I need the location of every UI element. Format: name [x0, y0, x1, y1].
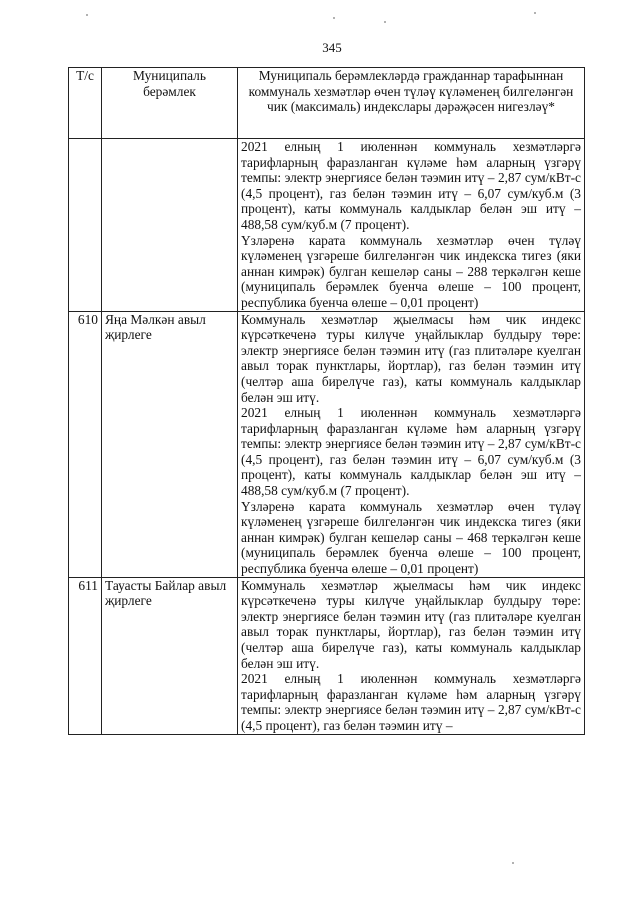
scan-speck — [333, 17, 335, 19]
paragraph: 2021 елның 1 июленнән коммуналь хезмәтләргә тарифларның фаразланган күләме һәм аларның үзгәрү темпы: электр энергиясе белән тәэмин итү – 2,87 сум/кВт-с (4,5 процент), газ белән тәэмин итү – — [241, 671, 581, 733]
scan-speck — [86, 14, 88, 16]
paragraph: 2021 елның 1 июленнән коммуналь хезмәтләргә тарифларның фаразланган күләме һәм аларның үзгәрү темпы: электр энергиясе белән тәэмин итү – 2,87 сум/кВт-с (4,5 процент), газ белән тәэмин итү – 6,07 сум/куб.м (3 процент), каты коммуналь калдыклар белән эш итү – 488,58 сум/куб.м (7 процент). — [241, 139, 581, 232]
municipal-index-table — [68, 67, 585, 735]
row-number: 611 — [69, 577, 102, 734]
row-justification — [238, 577, 585, 734]
header-municipality: Муниципаль берәмлек — [102, 68, 238, 139]
table-header-row — [69, 68, 585, 139]
table-row — [69, 139, 585, 312]
row-municipality: Яңа Мәлкән авыл җирлеге — [102, 311, 238, 577]
table-row — [69, 311, 585, 577]
scan-speck — [512, 862, 514, 864]
header-justification: Муниципаль берәмлекләрдә гражданнар тарафыннан коммуналь хезмәтләр өчен түләү күләменең билгеләнгән чик (максималь) индекслары дәрәҗәсен нигезләү* — [238, 68, 585, 139]
row-justification — [238, 311, 585, 577]
paragraph: Үзләренә карата коммуналь хезмәтләр өчен түләү күләменең үзгәреше билгеләнгән чик индекска тигез (яки аннан кимрәк) булган кешеләр саны – 288 теркәлгән кеше (муниципаль берәмлек буенча өлеше – 100 процент, республика буенча өлеше – 0,01 процент) — [241, 232, 581, 310]
scan-speck — [534, 12, 536, 14]
paragraph: Үзләренә карата коммуналь хезмәтләр өчен түләү күләменең үзгәреше билгеләнгән чик индекска тигез (яки аннан кимрәк) булган кешеләр саны – 468 теркәлгән кеше (муниципаль берәмлек буенча өлеше – 100 процент, республика буенча өлеше – 0,01 процент) — [241, 498, 581, 577]
table-row — [69, 577, 585, 734]
row-number — [69, 139, 102, 312]
row-justification — [238, 139, 585, 312]
row-municipality — [102, 139, 238, 312]
paragraph: Коммуналь хезмәтләр җыелмасы һәм чик индекс күрсәткеченә туры килүче уңайлыклар булдыру төре: электр энергиясе белән тәэмин итү (газ плитәләре куелган авыл торак пунктлары, йортлар), газ белән тәэмин итү (челтәр аша бирелүче газ), каты коммуналь калдыклар белән эш итү. — [241, 311, 581, 405]
page-number: 345 — [322, 40, 342, 55]
scan-speck — [384, 21, 386, 23]
header-number: Т/с — [69, 68, 102, 139]
paragraph: Коммуналь хезмәтләр җыелмасы һәм чик индекс күрсәткеченә туры килүче уңайлыклар булдыру төре: электр энергиясе белән тәэмин итү (газ плитәләре куелган авыл торак пунктлары, йортлар), газ белән тәэмин итү (челтәр аша бирелүче газ), каты коммуналь калдыклар белән эш итү. — [241, 577, 581, 671]
paragraph: 2021 елның 1 июленнән коммуналь хезмәтләргә тарифларның фаразланган күләме һәм аларның үзгәрү темпы: электр энергиясе белән тәэмин итү – 2,87 сум/кВт-с (4,5 процент), газ белән тәэмин итү – 6,07 сум/куб.м (3 процент), каты коммуналь калдыклар белән эш итү – 488,58 сум/куб.м (7 процент). — [241, 405, 581, 499]
row-number: 610 — [69, 311, 102, 577]
row-municipality: Тауасты Байлар авыл җирлеге — [102, 577, 238, 734]
